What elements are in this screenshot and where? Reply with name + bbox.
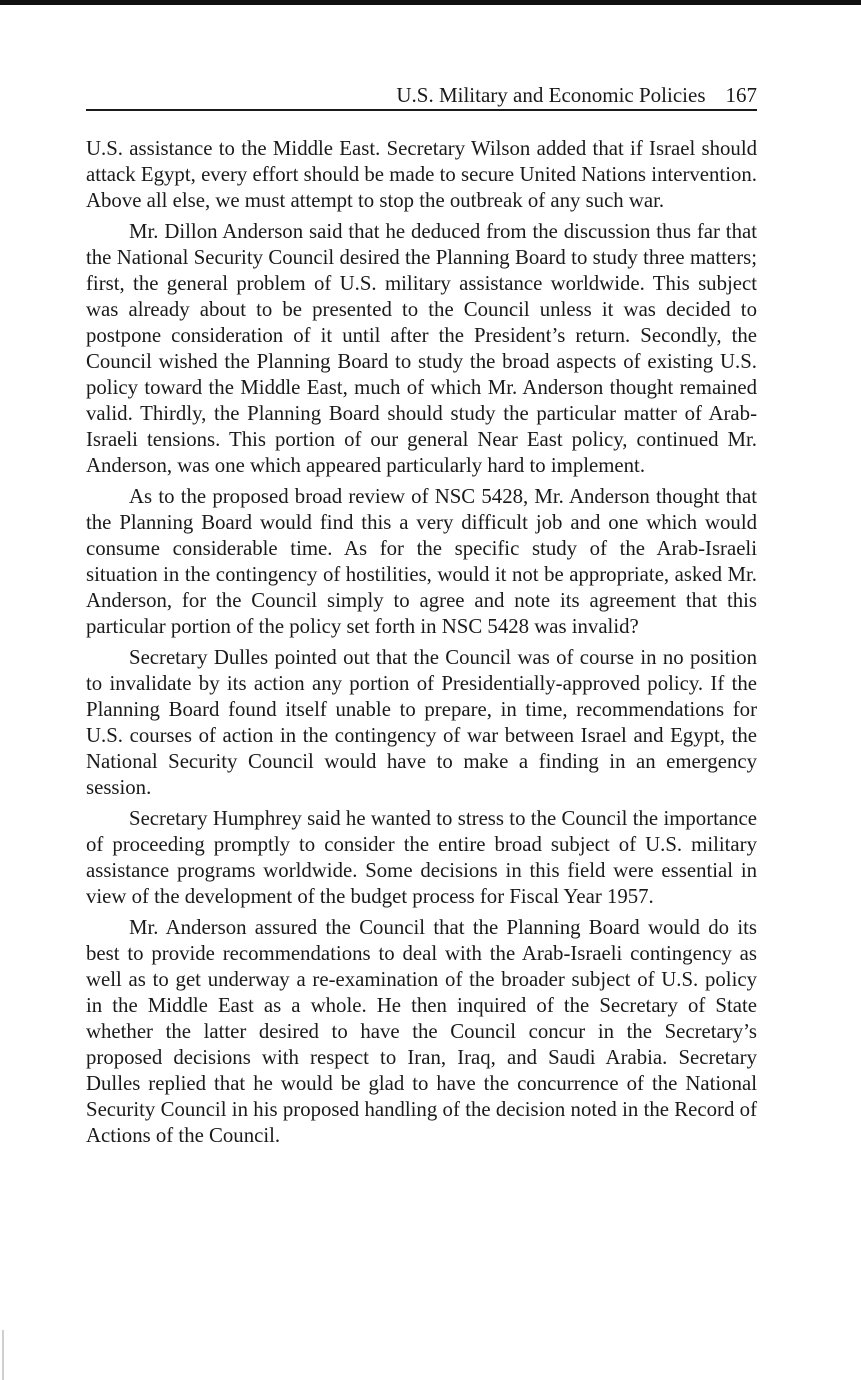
- page-number: 167: [725, 83, 757, 107]
- paragraph-dulles-policy: Secretary Dulles pointed out that the Council was of course in no position to invalidate by its action any portion of Presidentially-approved policy. If the Planning Board found itself unable to prepare, in time, recommendations for U.S. courses of action in the contingency of war between Israel and Egypt, the National Security Council would have to make a finding in an emergency session.: [86, 646, 757, 799]
- running-title: U.S. Military and Economic Policies: [396, 83, 706, 107]
- page-edge-mark: [2, 1330, 4, 1380]
- paragraph-anderson-assurance: Mr. Anderson assured the Council that the Planning Board would do its best to provide recommendations to deal with the Arab-Israeli contingency as well as to get underway a re-examination of the broader subject of U.S. policy in the Middle East as a whole. He then inquired of the Secretary of State whether the latter desired to have the Council concur in the Secretary’s proposed decisions with respect to Iran, Iraq, and Saudi Arabia. Secretary Dulles replied that he would be glad to have the concurrence of the National Security Council in his proposed handling of the decision noted in the Record of Actions of the Council.: [86, 916, 757, 1147]
- running-header: [86, 80, 757, 111]
- paragraph-anderson-three-matters: Mr. Dillon Anderson said that he deduced from the discussion thus far that the National Security Council desired the Planning Board to study three matters; first, the general problem of U.S. military assistance worldwide. This subject was already about to be presented to the Council unless it was decided to postpone consideration of it until after the President’s return. Secondly, the Council wished the Planning Board to study the broad aspects of existing U.S. policy toward the Middle East, much of which Mr. Anderson thought remained valid. Thirdly, the Planning Board should study the particular matter of Arab-Israeli tensions. This portion of our general Near East policy, continued Mr. Anderson, was one which appeared particularly hard to implement.: [86, 220, 757, 477]
- paragraph-humphrey-assistance: Secretary Humphrey said he wanted to stress to the Council the importance of proceeding promptly to consider the entire broad subject of U.S. military assistance programs worldwide. Some decisions in this field were essential in view of the development of the budget process for Fiscal Year 1957.: [86, 807, 757, 908]
- paragraph-nsc-5428-review: As to the proposed broad review of NSC 5428, Mr. Anderson thought that the Planning Board would find this a very difficult job and one which would consume considerable time. As for the specific study of the Arab-Israeli situation in the contingency of hostilities, would it not be appropriate, asked Mr. Anderson, for the Council simply to agree and note its agreement that this particular portion of the policy set forth in NSC 5428 was invalid?: [86, 485, 757, 638]
- paragraph-continuation: U.S. assistance to the Middle East. Secretary Wilson added that if Israel should attack Egypt, every effort should be made to secure United Nations intervention. Above all else, we must attempt to stop the outbreak of any such war.: [86, 137, 757, 212]
- body-text: [86, 136, 757, 1154]
- top-border-rule: [0, 0, 861, 5]
